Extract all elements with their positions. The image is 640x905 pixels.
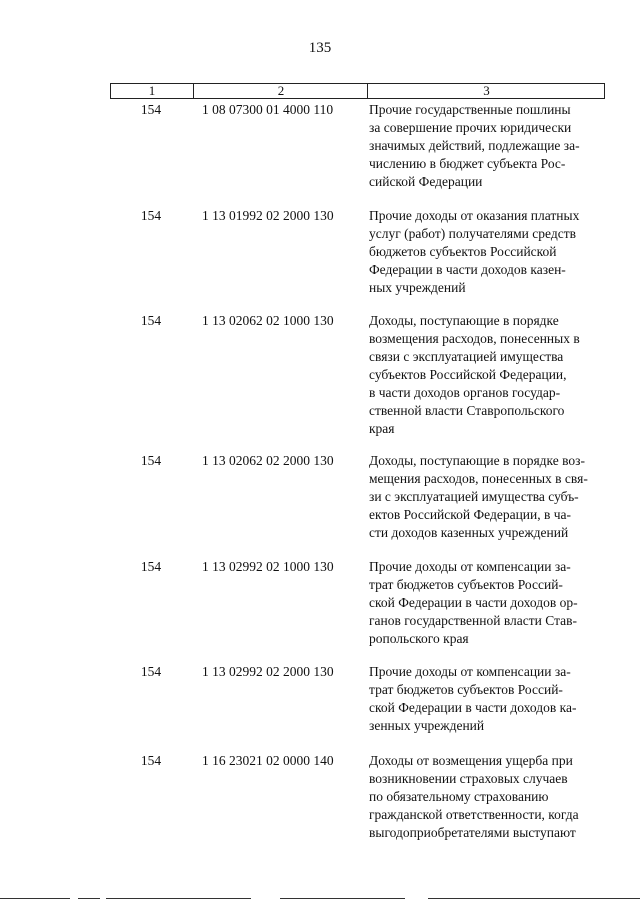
description-line: сти доходов казенных учреждений [369,525,569,540]
revenue-code: 1 13 02992 02 2000 130 [202,664,334,679]
description-line: возмещения расходов, понесенных в [369,331,580,346]
revenue-description [369,101,609,191]
description-line: ных учреждений [369,280,466,295]
description-line: значимых действий, подлежащие за- [369,138,580,153]
description-line: ской Федерации в части доходов ка- [369,700,577,715]
description-line: трат бюджетов субъектов Россий- [369,682,563,697]
description-line: по обязательному страхованию [369,789,549,804]
footer-rule [78,898,100,899]
footer-rule [0,898,70,899]
description-line: связи с эксплуатацией имущества [369,349,564,364]
admin-code: 154 [140,313,162,328]
admin-code: 154 [140,453,162,468]
admin-code: 154 [140,753,162,768]
header-col-2: 2 [193,84,368,98]
description-line: Федерации в части доходов казен- [369,262,566,277]
footer-rule [280,898,405,899]
revenue-code: 1 13 01992 02 2000 130 [202,208,334,223]
admin-code: 154 [140,664,162,679]
table-header [110,83,605,99]
description-line: субъектов Российской Федерации, [369,367,567,382]
revenue-description [369,312,609,438]
description-line: Прочие государственные пошлины [369,102,571,117]
description-line: числению в бюджет субъекта Рос- [369,156,566,171]
revenue-description [369,663,609,735]
description-line: Прочие доходы от компенсации за- [369,664,571,679]
description-line: края [369,421,395,436]
description-line: выгодоприобретателями выступают [369,825,576,840]
description-line: Прочие доходы от компенсации за- [369,559,571,574]
description-line: ственной власти Ставропольского [369,403,565,418]
revenue-description [369,452,609,542]
revenue-code: 1 13 02992 02 1000 130 [202,559,334,574]
footer-rule [106,898,251,899]
revenue-code: 1 13 02062 02 2000 130 [202,453,334,468]
description-line: в части доходов органов государ- [369,385,561,400]
revenue-description [369,558,609,648]
description-line: за совершение прочих юридически [369,120,572,135]
revenue-description [369,752,609,842]
description-line: зи с эксплуатацией имущества субъ- [369,489,579,504]
description-line: ганов государственной власти Став- [369,613,578,628]
description-line: ской Федерации в части доходов ор- [369,595,578,610]
description-line: возникновении страховых случаев [369,771,568,786]
description-line: ропольского края [369,631,469,646]
admin-code: 154 [140,559,162,574]
description-line: Доходы, поступающие в порядке [369,313,559,328]
description-line: гражданской ответственности, когда [369,807,579,822]
admin-code: 154 [140,102,162,117]
description-line: Доходы, поступающие в порядке воз- [369,453,585,468]
header-col-3: 3 [367,84,605,98]
description-line: услуг (работ) получателями средств [369,226,576,241]
description-line: Прочие доходы от оказания платных [369,208,580,223]
revenue-code: 1 13 02062 02 1000 130 [202,313,334,328]
revenue-code: 1 16 23021 02 0000 140 [202,753,334,768]
revenue-code: 1 08 07300 01 4000 110 [202,102,334,117]
description-line: Доходы от возмещения ущерба при [369,753,573,768]
description-line: сийской Федерации [369,174,483,189]
description-line: мещения расходов, понесенных в свя- [369,471,588,486]
header-col-1: 1 [148,83,156,98]
admin-code: 154 [140,208,162,223]
description-line: бюджетов субъектов Российской [369,244,557,259]
page-number: 135 [308,40,332,56]
description-line: трат бюджетов субъектов Россий- [369,577,563,592]
revenue-description [369,207,609,297]
footer-rule [428,898,640,899]
description-line: ектов Российской Федерации, в ча- [369,507,572,522]
description-line: зенных учреждений [369,718,485,733]
